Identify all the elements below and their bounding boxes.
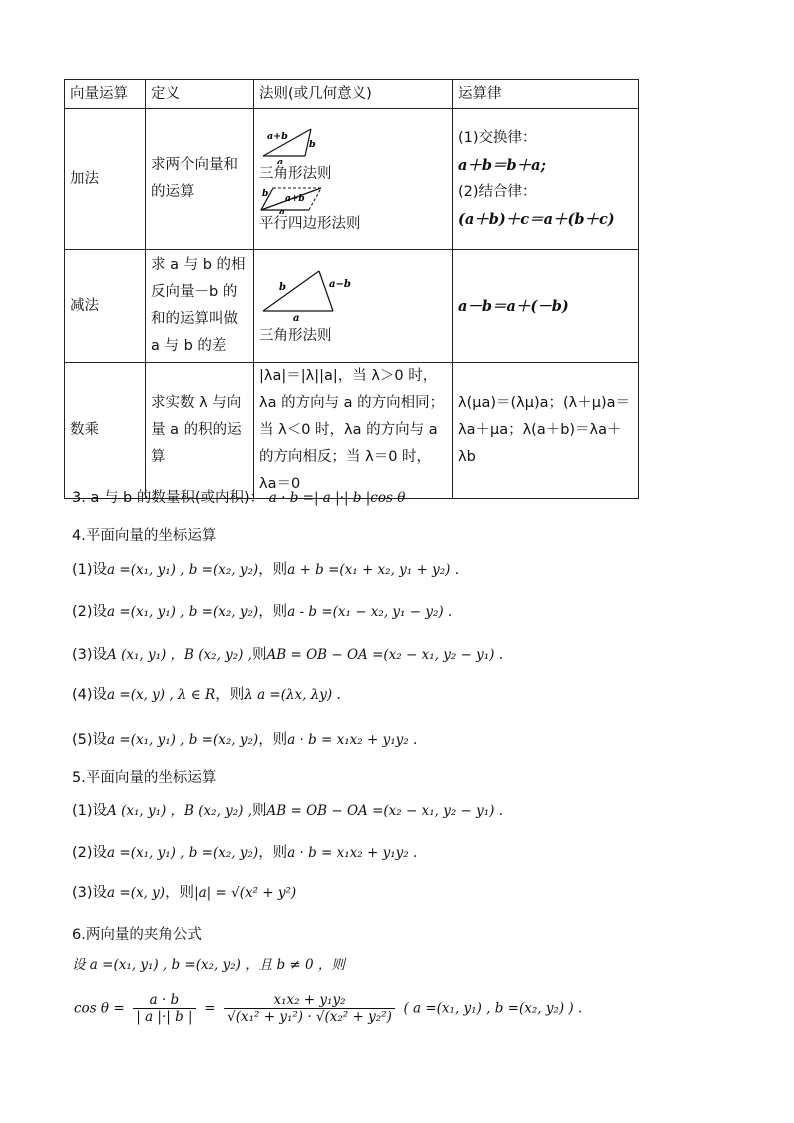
s5-item-2-mid: ，则	[258, 845, 288, 861]
para-label-sum: a+b	[285, 194, 305, 204]
table-header-row	[65, 80, 639, 109]
cell-law-multiplication: λ(μa)＝(λμ)a；(λ＋μ)a＝λa＋μa；λ(a＋b)＝λa＋λb	[453, 363, 639, 499]
s4-item-5-formula: a =(x₁, y₁) , b =(x₂, y₂)	[107, 732, 259, 748]
s4-item-1	[72, 558, 459, 579]
header-definition: 定义	[146, 80, 254, 109]
section-6-condition: 设 a =(x₁, y₁) , b =(x₂, y₂) ，且 b ≠ 0 ，则	[72, 957, 345, 973]
cell-def-addition: 求两个向量和的运算	[146, 109, 254, 250]
cell-rule-multiplication: |λa|＝|λ||a|，当 λ＞0 时，λa 的方向与 a 的方向相同；当 λ＜0 时，λa 的方向与 a 的方向相反；当 λ＝0 时，λa＝0	[254, 363, 453, 499]
s4-item-3-result: AB = OB − OA =(x₂ − x₁, y₂ − y₁) .	[266, 647, 504, 663]
s4-item-2	[72, 600, 452, 621]
s4-item-4-mid: ，则	[215, 687, 245, 703]
vector-operations-table	[64, 79, 639, 499]
s5-item-1-mid: 则	[252, 803, 267, 819]
s4-item-5	[72, 728, 417, 749]
s5-item-1-formula: A (x₁, y₁) ，B (x₂, y₂) ,	[107, 803, 253, 819]
equals-sign: =	[204, 1000, 216, 1017]
s5-item-3	[72, 881, 296, 902]
s4-item-2-result: a - b =(x₁ − x₂, y₁ − y₂) .	[287, 604, 453, 620]
s4-item-3-formula: A (x₁, y₁) ，B (x₂, y₂) ,	[107, 647, 253, 663]
cell-def-subtraction: 求 a 与 b 的相反向量－b 的和的运算叫做 a 与 b 的差	[146, 250, 254, 363]
header-operation: 向量运算	[65, 80, 146, 109]
law-associative-label: (2)结合律：	[458, 184, 537, 200]
s4-item-2-prefix: (2)设	[72, 604, 108, 620]
s5-item-2-formula: a =(x₁, y₁) , b =(x₂, y₂)	[107, 845, 259, 861]
para-label-b: b	[262, 189, 269, 199]
table-row-scalar-multiplication	[65, 363, 639, 499]
frac1-denominator: | a |·| b |	[136, 1009, 193, 1025]
s5-item-1-prefix: (1)设	[72, 803, 108, 819]
section-4-title: 4.平面向量的坐标运算	[72, 528, 217, 544]
header-rule: 法则(或几何意义)	[254, 80, 453, 109]
diagram-label-sum: a+b	[267, 131, 288, 142]
triangle-rule-diagram	[259, 124, 329, 164]
sub-label-diff: a−b	[329, 278, 351, 290]
s5-item-2	[72, 841, 417, 862]
cell-op-subtraction: 减法	[65, 250, 146, 363]
cell-laws-addition	[453, 109, 639, 250]
section-5-title: 5.平面向量的坐标运算	[72, 770, 217, 786]
table-row-subtraction	[65, 250, 639, 363]
cell-op-addition: 加法	[65, 109, 146, 250]
s4-item-5-prefix: (5)设	[72, 732, 108, 748]
subtraction-triangle-diagram	[259, 263, 369, 323]
cell-rule-addition	[254, 109, 453, 250]
cell-law-subtraction: a－b＝a＋(－b)	[453, 250, 639, 363]
fraction-dot-over-norms	[133, 992, 195, 1025]
section-3-formula: a · b =| a |·| b |cos θ	[268, 490, 406, 506]
sub-label-a: a	[293, 312, 300, 323]
frac1-numerator: a · b	[133, 992, 195, 1009]
table-row-addition	[65, 109, 639, 250]
frac2-denominator: √(x₁² + y₁²) · √(x₂² + y₂²)	[227, 1009, 392, 1025]
s4-item-1-prefix: (1)设	[72, 562, 108, 578]
s4-item-3-mid: 则	[252, 647, 267, 663]
s5-item-3-result: |a| = √(x² + y²)	[194, 885, 297, 901]
diagram-label-b: b	[309, 139, 316, 150]
cell-op-multiplication: 数乘	[65, 363, 146, 499]
s4-item-5-result: a · b = x₁x₂ + y₁y₂ .	[287, 732, 418, 748]
s5-item-1	[72, 799, 503, 820]
para-label-a: a	[279, 208, 285, 214]
formula-tail: ( a =(x₁, y₁) , b =(x₂, y₂) ) .	[403, 1000, 583, 1017]
header-laws: 运算律	[453, 80, 639, 109]
parallelogram-rule-label: 平行四边形法则	[259, 216, 361, 232]
s4-item-1-result: a + b =(x₁ + x₂, y₁ + y₂) .	[287, 562, 459, 578]
cos-theta: cos θ =	[74, 1000, 125, 1017]
cell-rule-subtraction	[254, 250, 453, 363]
section-3-text: 3. a 与 b 的数量积(或内积)：	[72, 490, 265, 506]
s5-item-3-mid: ，则	[165, 885, 195, 901]
diagram-label-a: a	[277, 157, 284, 164]
subtraction-rule-label: 三角形法则	[259, 327, 332, 344]
law-commutative-label: (1)交换律：	[458, 130, 537, 146]
frac2-numerator: x₁x₂ + y₁y₂	[224, 992, 395, 1009]
s4-item-4	[72, 683, 341, 704]
s4-item-2-mid: ，则	[258, 604, 288, 620]
s5-item-2-prefix: (2)设	[72, 845, 108, 861]
triangle-rule-label: 三角形法则	[259, 166, 332, 182]
s5-item-2-result: a · b = x₁x₂ + y₁y₂ .	[287, 845, 418, 861]
s5-item-1-result: AB = OB − OA =(x₂ − x₁, y₂ − y₁) .	[266, 803, 504, 819]
s4-item-1-formula: a =(x₁, y₁) , b =(x₂, y₂)	[107, 562, 259, 578]
cell-def-multiplication: 求实数 λ 与向量 a 的积的运算	[146, 363, 254, 499]
s4-item-3	[72, 643, 503, 664]
law-associative: (a＋b)＋c＝a＋(b＋c)	[458, 211, 615, 228]
s4-item-4-result: λ a =(λx, λy) .	[244, 687, 341, 703]
s5-item-3-prefix: (3)设	[72, 885, 108, 901]
s4-item-4-formula: a =(x, y) , λ ∈ R	[107, 687, 216, 703]
parallelogram-rule-diagram	[259, 184, 329, 214]
s5-item-3-formula: a =(x, y)	[107, 885, 166, 901]
section-3-line	[72, 486, 405, 507]
law-commutative: a＋b＝b＋a;	[458, 157, 546, 174]
s4-item-4-prefix: (4)设	[72, 687, 108, 703]
s4-item-1-mid: ，则	[258, 562, 288, 578]
s4-item-3-prefix: (3)设	[72, 647, 108, 663]
angle-formula	[74, 992, 582, 1025]
s4-item-5-mid: ，则	[258, 732, 288, 748]
section-6-title: 6.两向量的夹角公式	[72, 927, 202, 943]
fraction-coordinates	[224, 992, 395, 1025]
s4-item-2-formula: a =(x₁, y₁) , b =(x₂, y₂)	[107, 604, 259, 620]
sub-label-b: b	[279, 281, 286, 293]
